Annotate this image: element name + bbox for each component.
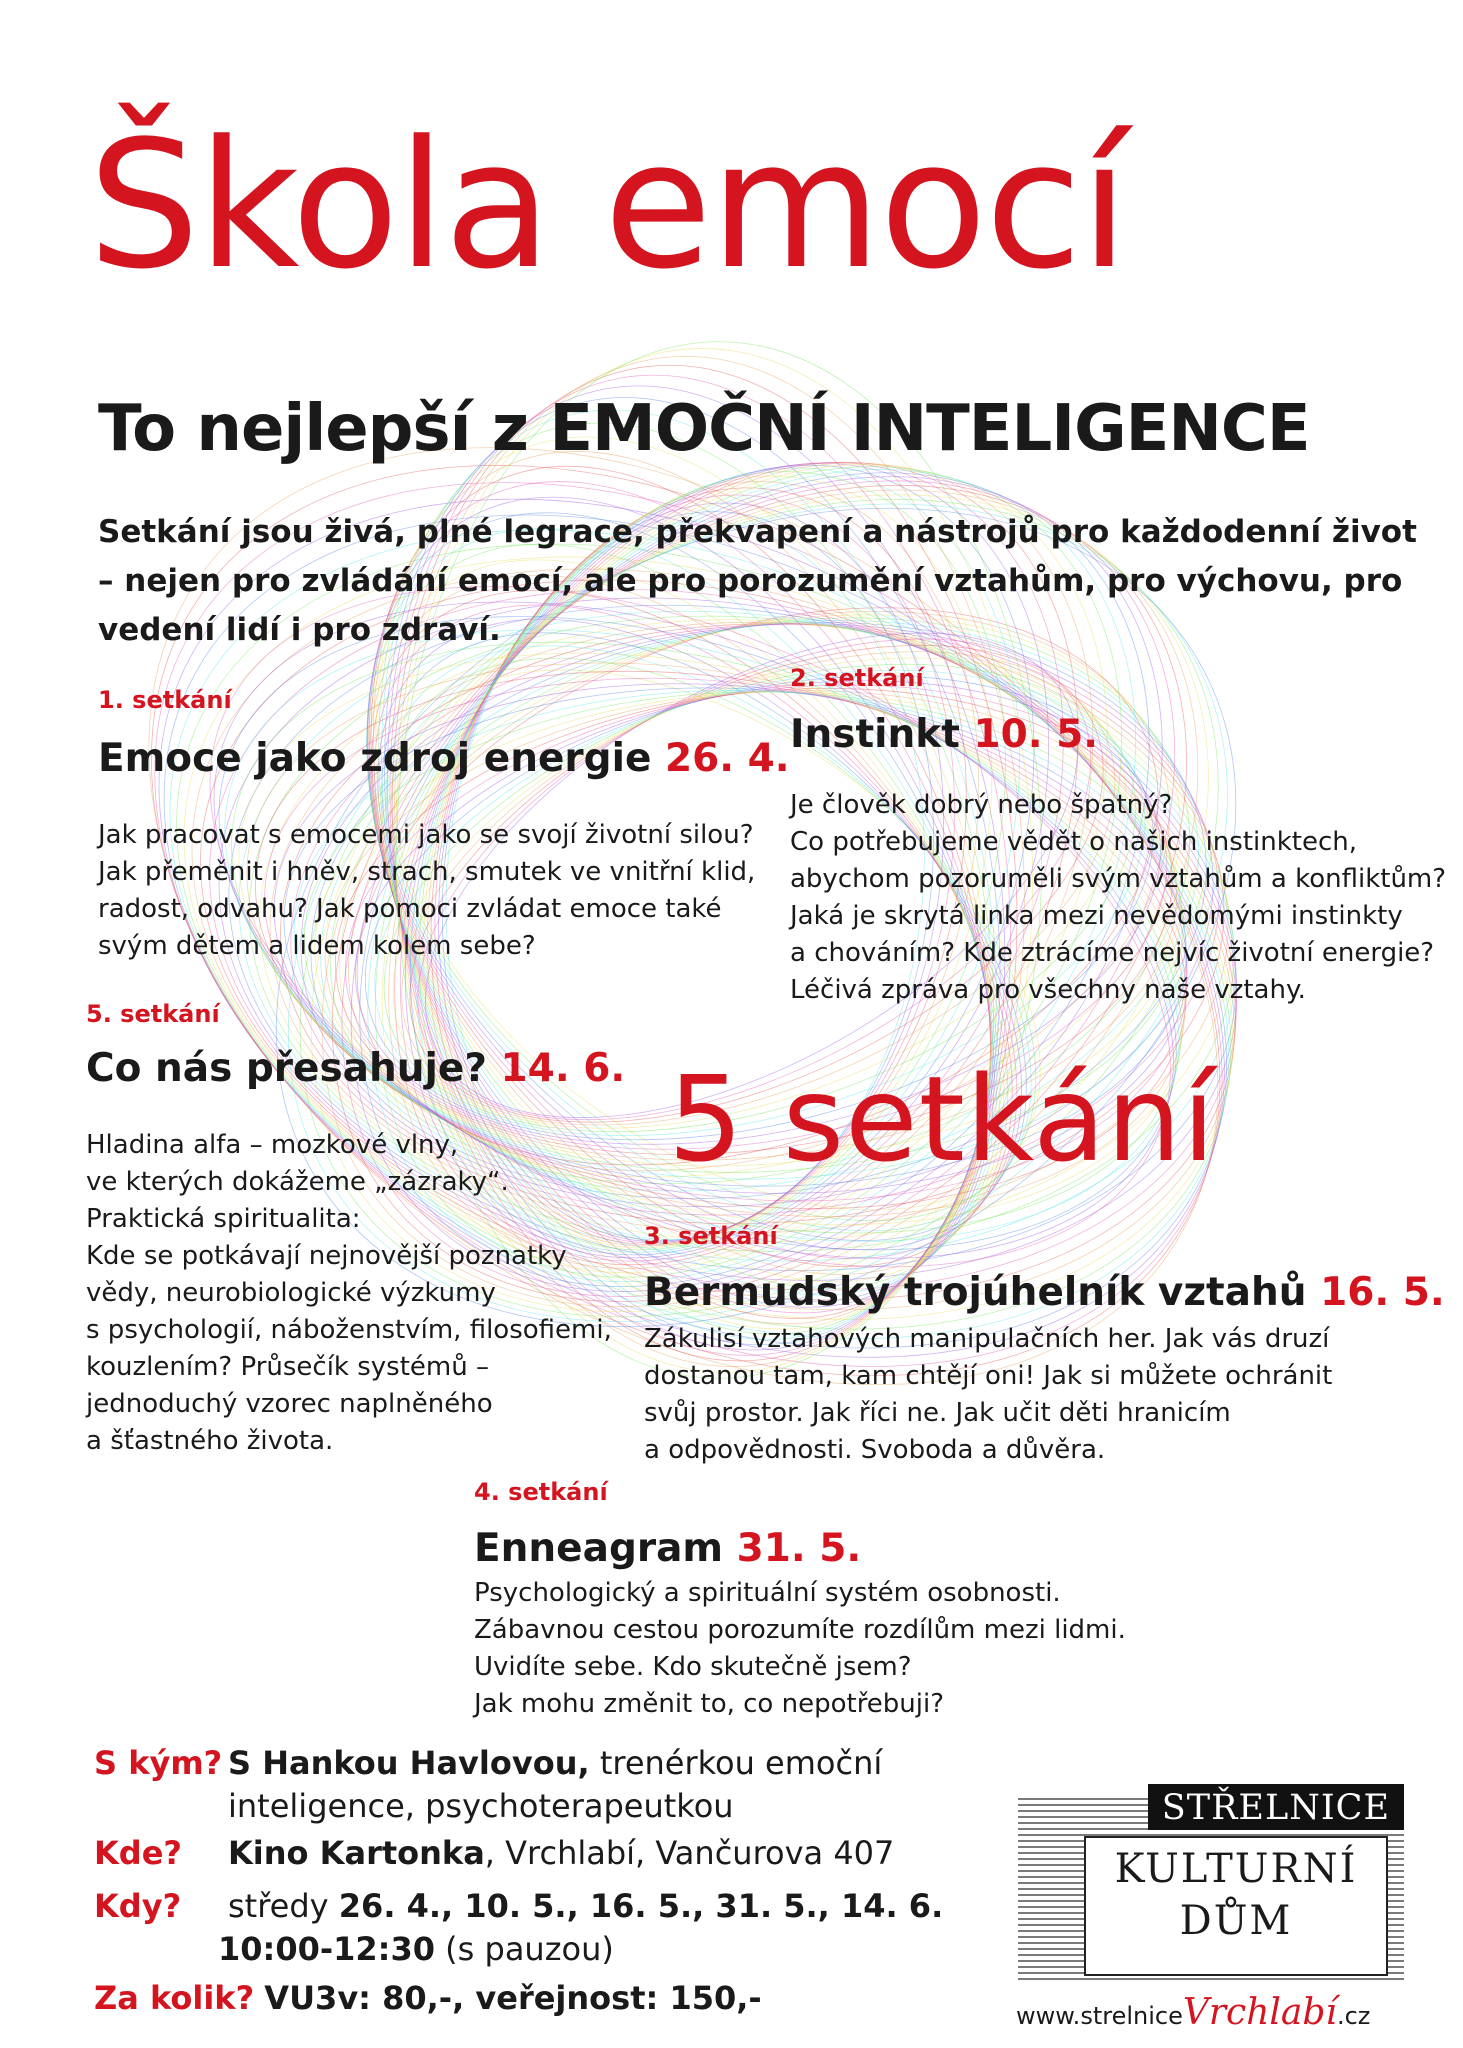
- venue-address: , Vrchlabí, Vančurova 407: [484, 1834, 895, 1872]
- session-date: 31. 5.: [736, 1526, 862, 1571]
- description-line: Jak pracovat s emocemi jako se svojí životní silou?: [98, 820, 754, 850]
- website-url[interactable]: [1016, 1992, 1370, 2033]
- description-line: kouzlením? Průsečík systémů –: [86, 1352, 489, 1382]
- info-label: S kým?: [94, 1744, 223, 1782]
- info-when: [94, 1885, 943, 1928]
- session-description: [98, 817, 790, 965]
- description-line: Jak mohu změnit to, co nepotřebuji?: [474, 1689, 945, 1719]
- logo-box: [1084, 1836, 1388, 1976]
- session-description: [86, 1127, 625, 1460]
- strelnice-logo: [1018, 1784, 1404, 1984]
- session-label: 1. setkání: [98, 686, 232, 714]
- session-3: [644, 1222, 1445, 1469]
- description-line: Jak přeměnit i hněv, strach, smutek ve vnitřní klid,: [98, 857, 756, 887]
- session-description: [474, 1575, 1126, 1723]
- session-heading: [790, 712, 1446, 757]
- session-title: Emoce jako zdroj energie: [98, 736, 652, 781]
- description-line: Zákulisí vztahových manipulačních her. Jak vás druzí: [644, 1324, 1330, 1354]
- description-line: s psychologií, náboženstvím, filosofiemi,: [86, 1315, 612, 1345]
- description-line: Praktická spiritualita:: [86, 1204, 361, 1234]
- session-title: Enneagram: [474, 1526, 724, 1571]
- info-label: Za kolik?: [94, 1979, 255, 2017]
- session-title: Instinkt: [790, 712, 960, 757]
- description-line: Léčivá zpráva pro všechny naše vztahy.: [790, 975, 1306, 1005]
- session-title: Co nás přesahuje?: [86, 1046, 487, 1091]
- session-5: [86, 1000, 625, 1460]
- session-date: 14. 6.: [500, 1046, 626, 1091]
- description-line: Je člověk dobrý nebo špatný?: [790, 790, 1173, 820]
- session-heading: [474, 1526, 1126, 1571]
- logo-line-1: KULTURNÍ: [1114, 1846, 1358, 1892]
- session-date: 16. 5.: [1320, 1270, 1445, 1315]
- session-date: 10. 5.: [973, 712, 1099, 757]
- session-1: [98, 686, 790, 965]
- session-description: [644, 1321, 1445, 1469]
- description-line: Uvidíte sebe. Kdo skutečně jsem?: [474, 1652, 912, 1682]
- description-line: svůj prostor. Jak říci ne. Jak učit děti hranicím: [644, 1398, 1231, 1428]
- description-line: a chováním? Kde ztrácíme nejvíc životní energie?: [790, 938, 1435, 968]
- description-line: abychom pozoruměli svým vztahům a konfliktům?: [790, 864, 1447, 894]
- description-line: Co potřebujeme vědět o našich instinktech,: [790, 827, 1357, 857]
- intro-line: vedení lidí i pro zdraví.: [98, 612, 501, 648]
- session-label: 5. setkání: [86, 1000, 220, 1028]
- description-line: a šťastného života.: [86, 1426, 334, 1456]
- description-line: svým dětem a lidem kolem sebe?: [98, 931, 536, 961]
- intro-line: Setkání jsou živá, plné legrace, překvapení a nástrojů pro každodenní život: [98, 514, 1417, 550]
- price-value: VU3v: 80,-, veřejnost: 150,-: [264, 1979, 762, 2017]
- description-line: Jaká je skrytá linka mezi nevědomými instinkty: [790, 901, 1403, 931]
- session-label: 4. setkání: [474, 1478, 608, 1506]
- trainer-role: trenérkou emoční: [589, 1744, 883, 1782]
- venue-name: Kino Kartonka: [228, 1834, 485, 1872]
- session-date: 26. 4.: [664, 736, 790, 781]
- info-who: [94, 1742, 943, 1785]
- session-description: [790, 787, 1446, 1009]
- description-line: jednoduchý vzorec naplněného: [86, 1389, 493, 1419]
- session-label: 3. setkání: [644, 1222, 778, 1250]
- session-count: 5 setkání: [668, 1050, 1217, 1188]
- intro-paragraph: [98, 508, 1417, 655]
- when-prefix: středy: [228, 1887, 339, 1925]
- trainer-name: S Hankou Havlovou,: [228, 1744, 590, 1782]
- web-city: Vrchlabí: [1182, 1992, 1337, 2033]
- session-2: [790, 664, 1446, 1009]
- info-price: [94, 1977, 943, 2020]
- poster-title: Škola emocí: [88, 103, 1127, 308]
- info-time: [94, 1928, 943, 1971]
- description-line: ve kterých dokážeme „zázraky“.: [86, 1167, 509, 1197]
- info-who-continued: inteligence, psychoterapeutkou: [228, 1787, 734, 1825]
- subtitle-prefix: To nejlepší z: [98, 392, 529, 466]
- info-where: [94, 1832, 943, 1875]
- description-line: Kde se potkávají nejnovější poznatky: [86, 1241, 567, 1271]
- description-line: Hladina alfa – mozkové vlny,: [86, 1130, 459, 1160]
- subtitle-emphasis: EMOČNÍ INTELIGENCE: [549, 392, 1310, 466]
- event-info: [94, 1742, 943, 2020]
- poster-subtitle: [98, 392, 1310, 466]
- description-line: a odpovědnosti. Svoboda a důvěra.: [644, 1435, 1106, 1465]
- session-title: Bermudský trojúhelník vztahů: [644, 1270, 1307, 1315]
- web-prefix: www.strelnice: [1016, 2002, 1183, 2030]
- description-line: Psychologický a spirituální systém osobnosti.: [474, 1578, 1061, 1608]
- info-label: Kdy?: [94, 1887, 182, 1925]
- session-heading: [644, 1270, 1445, 1315]
- description-line: radost, odvahu? Jak pomoci zvládat emoce také: [98, 894, 722, 924]
- description-line: dostanou tam, kam chtějí oni! Jak si můžete ochránit: [644, 1361, 1333, 1391]
- session-heading: [98, 736, 790, 781]
- description-line: vědy, neurobiologické výzkumy: [86, 1278, 496, 1308]
- session-heading: [86, 1046, 625, 1091]
- when-note: (s pauzou): [435, 1930, 614, 1968]
- intro-line: – nejen pro zvládání emocí, ale pro porozumění vztahům, pro výchovu, pro: [98, 563, 1403, 599]
- web-suffix: .cz: [1336, 2002, 1371, 2030]
- when-time: 10:00-12:30: [218, 1930, 435, 1968]
- session-label: 2. setkání: [790, 664, 924, 692]
- logo-line-2: DŮM: [1179, 1898, 1293, 1944]
- session-4: [474, 1478, 1126, 1723]
- when-dates: 26. 4., 10. 5., 16. 5., 31. 5., 14. 6.: [338, 1887, 944, 1925]
- description-line: Zábavnou cestou porozumíte rozdílům mezi lidmi.: [474, 1615, 1126, 1645]
- info-label: Kde?: [94, 1834, 182, 1872]
- logo-top-label: STŘELNICE: [1148, 1784, 1404, 1830]
